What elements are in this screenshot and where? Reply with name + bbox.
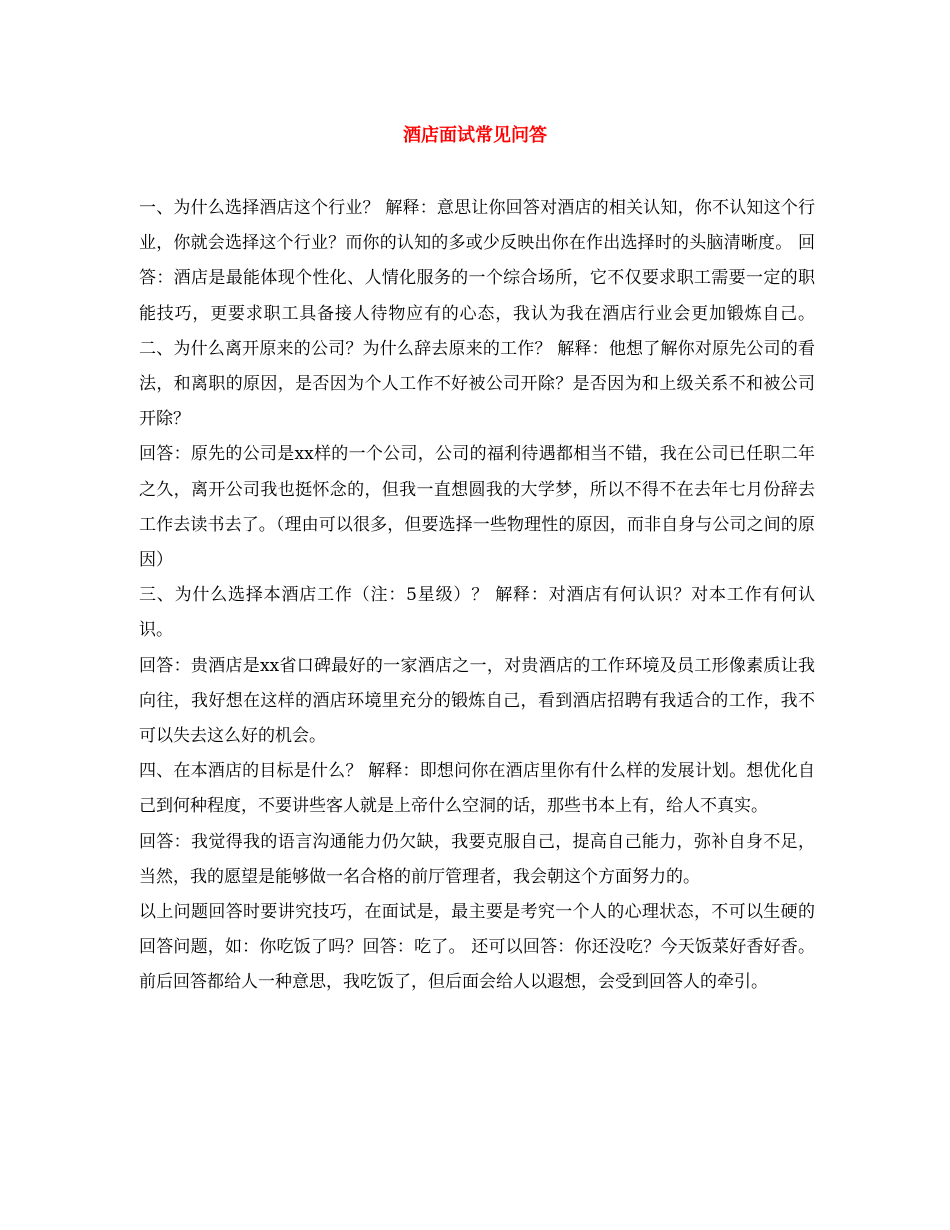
paragraph-q1-q2: 一、为什么选择酒店这个行业？ 解释：意思让你回答对酒店的相关认知，你不认知这个行业，你就会选择这个行业？而你的认知的多或少反映出你在作出选择时的头脑清晰度。 回答：酒店是最能体现个性化、人情化服务的一个综合场所，它不仅要求职工需要一定的职能技巧，更要求职工具备接人待物应有的心态，我认为我在酒店行业会更加锻炼自己。 二、为什么离开原来的公司？为什么辞去原来的工作？ 解释：他想了解你对原先公司的看法，和离职的原因，是否因为个人工作不好被公司开除？是否因为和上级关系不和被公司开除？ <box>139 198 815 430</box>
paragraph-summary: 以上问题回答时要讲究技巧，在面试是，最主要是考究一个人的心理状态，不可以生硬的回答问题，如：你吃饭了吗？回答：吃了。 还可以回答：你还没吃？今天饭菜好香好香。前后回答都给人一种意思，我吃饭了，但后面会给人以遐想，会受到回答人的牵引。 <box>139 902 815 993</box>
paragraph-answer-2: 回答：原先的公司是xx样的一个公司，公司的福利待遇都相当不错，我在公司已任职二年之久，离开公司我也挺怀念的，但我一直想圆我的大学梦，所以不得不在去年七月份辞去工作去读书去了。（理由可以很多，但要选择一些物理性的原因，而非自身与公司之间的原因） <box>139 444 815 571</box>
paragraph-q3: 三、为什么选择本酒店工作（注：5星级）？ 解释：对酒店有何认识？对本工作有何认识。 <box>139 585 815 641</box>
document-body <box>139 191 815 1001</box>
document-title: 酒店面试常见问答 <box>403 125 547 146</box>
paragraph-q4: 四、在本酒店的目标是什么？ 解释：即想问你在酒店里你有什么样的发展计划。想优化自己到何种程度，不要讲些客人就是上帝什么空洞的话，那些书本上有，给人不真实。 <box>139 761 815 817</box>
paragraph-answer-4: 回答：我觉得我的语言沟通能力仍欠缺，我要克服自己，提高自己能力，弥补自身不足，当然，我的愿望是能够做一名合格的前厅管理者，我会朝这个方面努力的。 <box>139 831 815 887</box>
paragraph-answer-3: 回答：贵酒店是xx省口碑最好的一家酒店之一，对贵酒店的工作环境及员工形像素质让我向往，我好想在这样的酒店环境里充分的锻炼自己，看到酒店招聘有我适合的工作，我不可以失去这么好的机会。 <box>139 655 815 747</box>
